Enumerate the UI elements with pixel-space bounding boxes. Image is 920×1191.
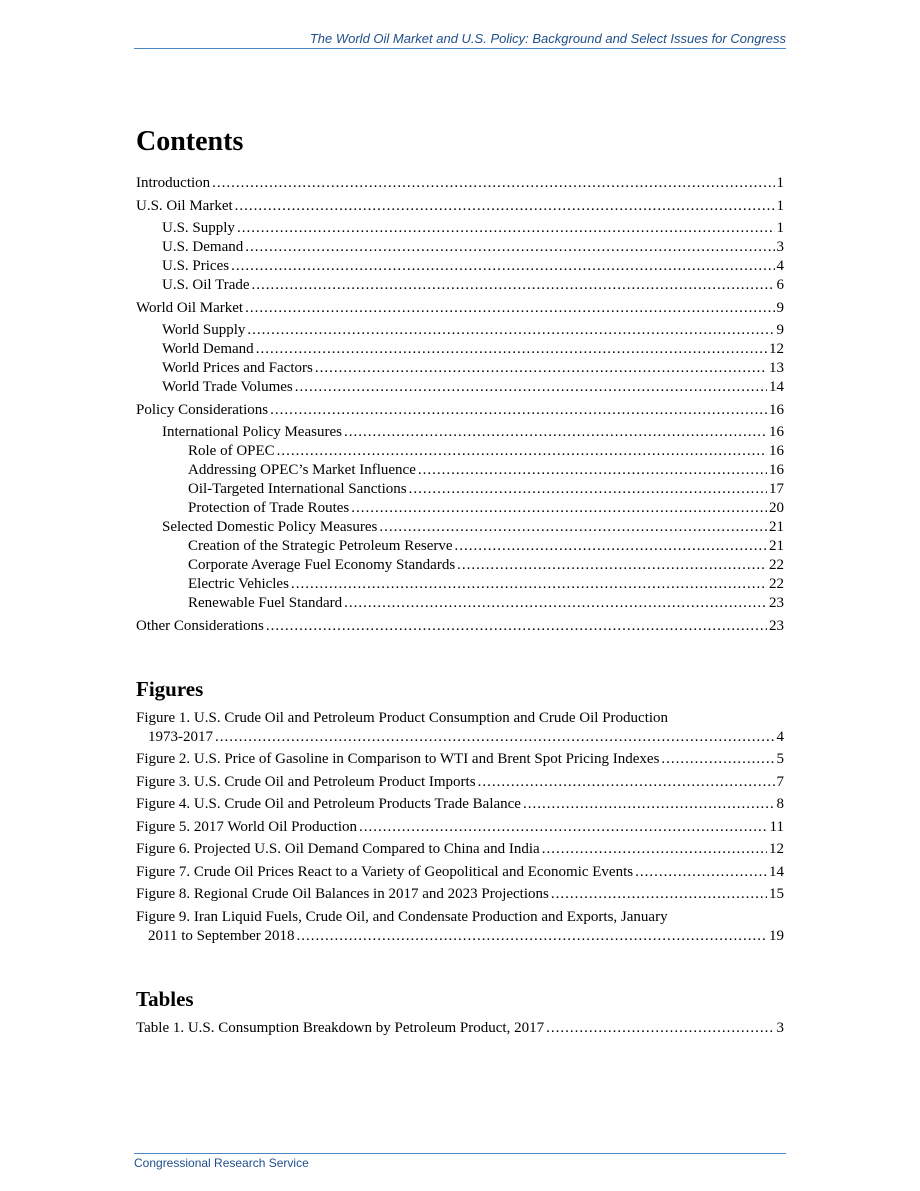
toc-entry-cafe-standards[interactable]: Corporate Average Fuel Economy Standards ..... 22 [136, 556, 784, 575]
toc-entry-world-supply[interactable]: World Supply ..... 9 [136, 321, 784, 340]
table-of-contents [136, 124, 784, 1038]
contents-heading: Contents [136, 126, 244, 157]
toc-entry-world-oil-market[interactable]: World Oil Market ..... 9 [136, 299, 784, 318]
toc-entry-us-demand[interactable]: U.S. Demand ..... 3 [136, 238, 784, 257]
toc-entry-introduction[interactable]: Introduction ..... 1 [136, 174, 784, 193]
toc-entry-world-demand[interactable]: World Demand ..... 12 [136, 340, 784, 359]
table-entry-1[interactable]: Table 1. U.S. Consumption Breakdown by Petroleum Product, 2017 ..... 3 [136, 1019, 784, 1038]
toc-entry-world-trade-volumes[interactable]: World Trade Volumes ..... 14 [136, 378, 784, 397]
toc-entry-electric-vehicles[interactable]: Electric Vehicles ..... 22 [136, 575, 784, 594]
toc-entry-other-considerations[interactable]: Other Considerations ..... 23 [136, 617, 784, 636]
toc-entry-world-prices-and-factors[interactable]: World Prices and Factors ..... 13 [136, 359, 784, 378]
toc-entry-strategic-petroleum-reserve[interactable]: Creation of the Strategic Petroleum Reserve ..... 21 [136, 537, 784, 556]
toc-entry-us-prices[interactable]: U.S. Prices ..... 4 [136, 257, 784, 276]
figure-entry-3[interactable]: Figure 3. U.S. Crude Oil and Petroleum Product Imports ..... 7 [136, 773, 784, 792]
toc-entry-renewable-fuel-standard[interactable]: Renewable Fuel Standard ..... 23 [136, 594, 784, 613]
tables-heading: Tables [136, 986, 194, 1011]
toc-entry-oil-targeted-sanctions[interactable]: Oil-Targeted International Sanctions ..... 17 [136, 480, 784, 499]
toc-entry-us-oil-market[interactable]: U.S. Oil Market ..... 1 [136, 197, 784, 216]
toc-entry-role-of-opec[interactable]: Role of OPEC ..... 16 [136, 442, 784, 461]
toc-entry-protection-of-trade-routes[interactable]: Protection of Trade Routes ..... 20 [136, 499, 784, 518]
figure-entry-9[interactable]: Figure 9. Iran Liquid Fuels, Crude Oil, and Condensate Production and Exports, January 2011 to September 2018 ..... 19 [136, 908, 784, 946]
toc-entry-policy-considerations[interactable]: Policy Considerations ..... 16 [136, 401, 784, 420]
figure-entry-5[interactable]: Figure 5. 2017 World Oil Production ..... 11 [136, 818, 784, 837]
toc-entry-international-policy-measures[interactable]: International Policy Measures ..... 16 [136, 423, 784, 442]
figure-entry-4[interactable]: Figure 4. U.S. Crude Oil and Petroleum Products Trade Balance ..... 8 [136, 795, 784, 814]
running-header: The World Oil Market and U.S. Policy: Background and Select Issues for Congress [134, 31, 786, 49]
figures-heading: Figures [136, 676, 204, 701]
figure-entry-7[interactable]: Figure 7. Crude Oil Prices React to a Variety of Geopolitical and Economic Events ..... 14 [136, 863, 784, 882]
running-footer: Congressional Research Service [134, 1153, 786, 1170]
toc-entry-us-supply[interactable]: U.S. Supply ..... 1 [136, 219, 784, 238]
figure-entry-8[interactable]: Figure 8. Regional Crude Oil Balances in 2017 and 2023 Projections ..... 15 [136, 885, 784, 904]
figure-entry-2[interactable]: Figure 2. U.S. Price of Gasoline in Comparison to WTI and Brent Spot Pricing Indexes ..... 5 [136, 750, 784, 769]
toc-entry-us-oil-trade[interactable]: U.S. Oil Trade ..... 6 [136, 276, 784, 295]
figure-entry-1[interactable]: Figure 1. U.S. Crude Oil and Petroleum Product Consumption and Crude Oil Production 1973-2017 ..... 4 [136, 709, 784, 747]
toc-entry-selected-domestic-policy-measures[interactable]: Selected Domestic Policy Measures ..... 21 [136, 518, 784, 537]
toc-entry-addressing-opec-influence[interactable]: Addressing OPEC’s Market Influence ..... 16 [136, 461, 784, 480]
figure-entry-6[interactable]: Figure 6. Projected U.S. Oil Demand Compared to China and India ..... 12 [136, 840, 784, 859]
